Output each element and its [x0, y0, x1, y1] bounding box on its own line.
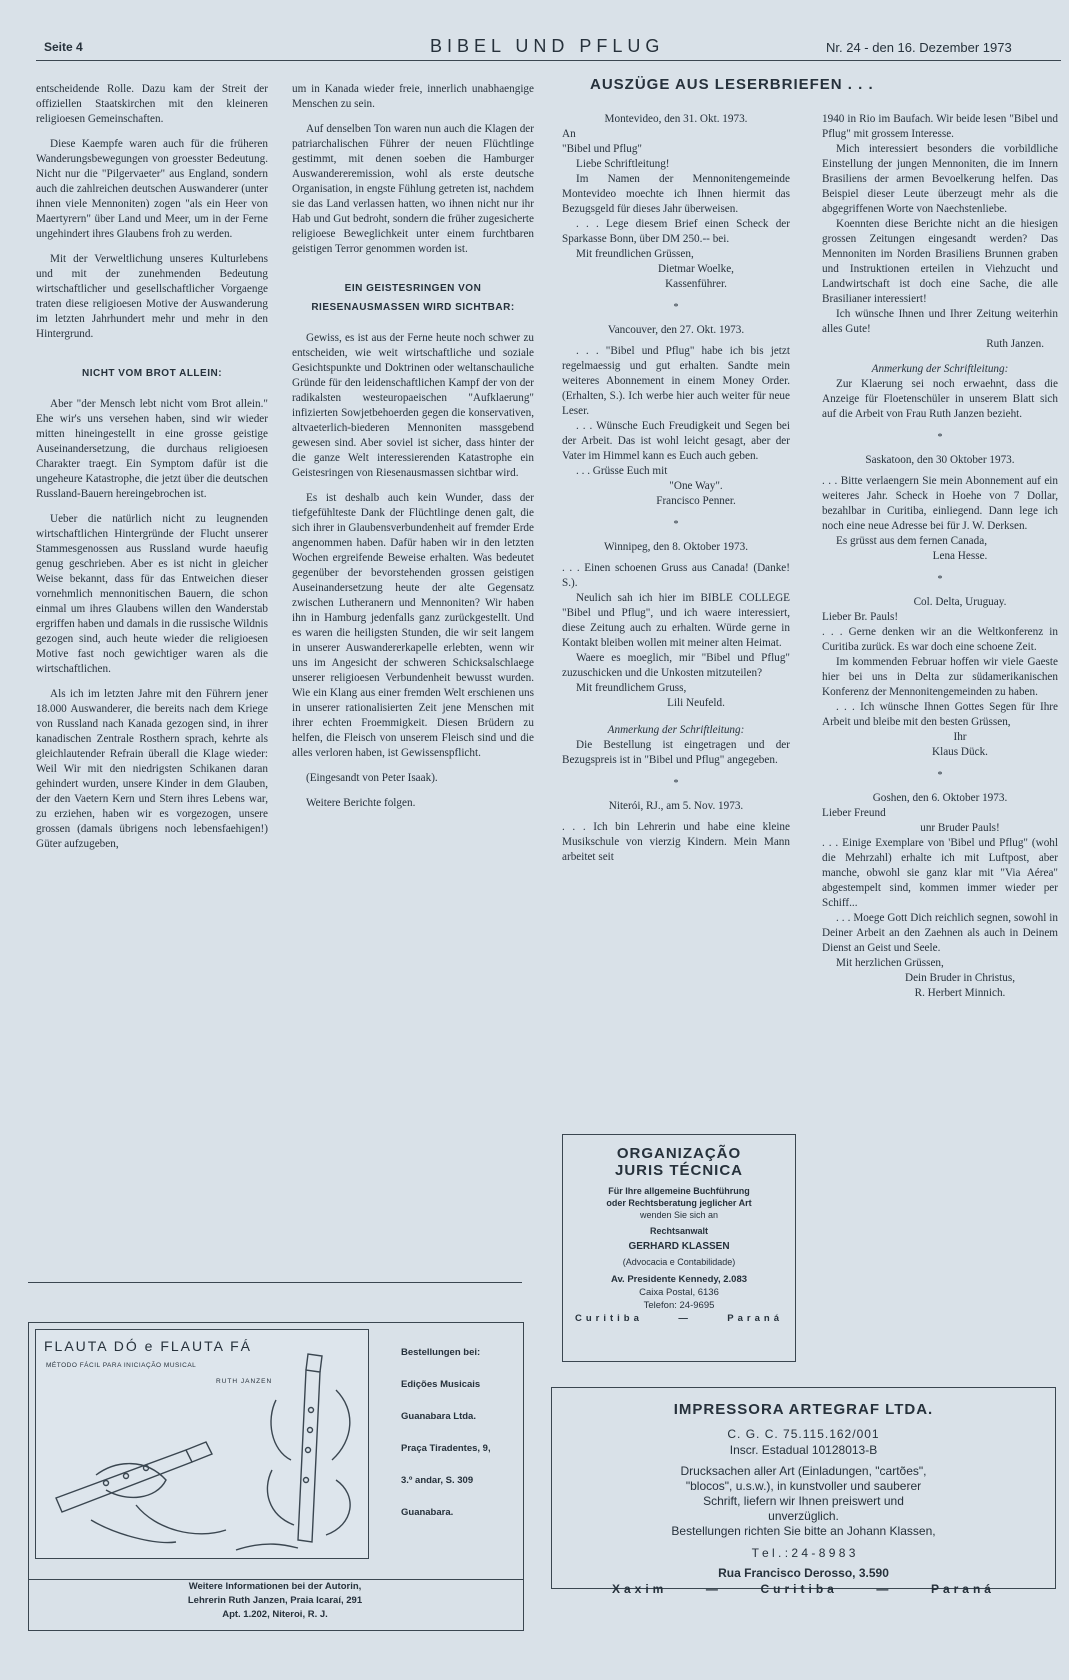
letter-signature: Ruth Janzen.	[986, 338, 1044, 350]
ad-address: Av. Presidente Kennedy, 2.083	[610, 1274, 748, 1285]
letter	[822, 595, 1058, 760]
ad-name: GERHARD KLASSEN	[628, 1241, 730, 1252]
letter-body: . . . Einige Exemplare von 'Bibel und Pflug" (wohl die Mehrzahl) erhalte ich mit Luftpost, aber manche, obwohl sie ganz klar mit "Via Aérea" abgestempelt sind, kommen immer wieder per Schiff...	[822, 837, 1058, 909]
ad-title: JURIS TÉCNICA	[614, 1162, 743, 1179]
ad-text: Für Ihre allgemeine Buchführung	[608, 1186, 750, 1196]
letter-signature: Ihr	[953, 731, 967, 743]
letter-address: An	[562, 128, 576, 140]
ad-juris-tecnica	[562, 1134, 796, 1362]
letter-continued	[822, 112, 1058, 352]
letter-signature: "One Way".	[669, 480, 723, 492]
separator-star: *	[673, 302, 679, 313]
letter-greeting: Liebe Schriftleitung!	[576, 158, 670, 170]
paragraph: Ueber die natürlich nicht zu leugnenden wirtschaftlichen Hintergründe der Flucht unserer Stammesgenossen aus Russland wurde haeufig genug geschrieben. Aber es ist nicht in gleicher Weise bekannt, dass für das Entweichen dieser vornehmlich mennonitischen Bauern, die schon einmal um ihres Glaubens willen den Wanderstab ergriffen haben und damals in die russische Wildnis gezogen sind, auch heute wieder die religioesen Motive fast noch gewichtiger waren als die wirtschaftlichen.	[36, 513, 268, 675]
paragraph: (Eingesandt von Peter Isaak).	[306, 772, 438, 784]
letter-date: Goshen, den 6. Oktober 1973.	[872, 792, 1008, 804]
ad-text: Rechtsanwalt	[649, 1226, 709, 1236]
ad-text: oder Rechtsberatung jeglicher Art	[606, 1198, 752, 1208]
separator-star: *	[937, 432, 943, 443]
ad-text: C. G. C. 75.115.162/001	[727, 1427, 880, 1441]
letter-greeting: Lieber Freund	[822, 807, 886, 819]
order-info	[401, 1337, 519, 1529]
ad-text: wenden Sie sich an	[639, 1210, 719, 1220]
order-line: Edições Musicais	[401, 1379, 481, 1390]
ad-text: Drucksachen aller Art (Einladungen, "cartões",	[680, 1464, 927, 1478]
letter-date: Vancouver, den 27. Okt. 1973.	[607, 324, 745, 336]
letters-column-1	[562, 112, 790, 873]
issue-date: Nr. 24 - den 16. Dezember 1973	[826, 40, 1012, 55]
letter-signature: Klaus Dück.	[932, 746, 988, 758]
order-line: 3.º andar, S. 309	[401, 1475, 474, 1486]
paragraph: Auf denselben Ton waren nun auch die Klagen der patriarchalischen Führer der neuen Flüchtlinge gestimmt, mit denen soeben die Hamburger Auswandereremission, wohl als erste deutsche Organisation, in engste Fühlung getreten ist, nachdem sie das Land verlassen hatten, wo ihnen nicht nur ihr Hab und Gut bedroht, sondern die früher zugesicherte religioese Beweglichkeit unter einem furchtbaren geistigen Terror genommen worden ist.	[292, 123, 534, 255]
ad-address: Caixa Postal, 6136	[639, 1287, 719, 1298]
section-rule	[28, 1282, 522, 1283]
flute-title: FLAUTA DÓ e FLAUTA FÁ	[44, 1338, 252, 1354]
letter-body: 1940 in Rio im Baufach. Wir beide lesen "Bibel und Pflug" mit grossem Interesse.	[822, 113, 1058, 140]
ad-dash: —	[678, 1313, 692, 1324]
letter-body: . . . Ich wünsche Ihnen Gottes Segen für Ihre Arbeit und bleibe mit den besten Grüssen,	[822, 701, 1058, 728]
separator-star: *	[937, 770, 943, 781]
order-line: Praça Tiradentes, 9,	[401, 1443, 491, 1454]
letter-signature: Dietmar Woelke,	[658, 263, 734, 275]
ad-flauta	[28, 1322, 524, 1580]
header-rule	[36, 60, 1061, 61]
letter	[822, 791, 1058, 1001]
editor-note-body: Die Bestellung ist eingetragen und der Bezugspreis ist in "Bibel und Pflug" angegeben.	[562, 739, 790, 766]
paragraph: um in Kanada wieder freie, innerlich unabhaengige Menschen zu sein.	[292, 83, 534, 110]
separator-star: *	[937, 574, 943, 585]
newspaper-title: BIBEL UND PFLUG	[430, 36, 665, 56]
ad-city-line	[552, 1581, 1055, 1597]
footer-line: Weitere Informationen bei der Autorin,	[188, 1581, 362, 1592]
letter-address: "Bibel und Pflug"	[562, 143, 642, 155]
order-line: Guanabara Ltda.	[401, 1411, 476, 1422]
letter-body: . . . Moege Gott Dich reichlich segnen, sowohl in Deiner Arbeit an den Zaehnen als auch in Deinem Dienst an Geist und Seele.	[822, 912, 1058, 954]
footer-line: Lehrerin Ruth Janzen, Praia Icaraí, 291	[187, 1595, 363, 1606]
ad-city: Curitiba	[760, 1582, 838, 1596]
ad-dash: —	[705, 1582, 722, 1596]
letter-signature: Kassenführer.	[665, 278, 727, 290]
paragraph: Als ich im letzten Jahre mit den Führern jener 18.000 Auswanderer, die bereits nach dem Kriege von Russland nach Kanada gezogen sind, in ihrer kanadischen Zentrale Rosthern sprach, kehrte als gleichlautender Refrain überall die Klage wieder: Weil Wir mit den niedrigsten Schikanen daran gehindert wurden, unsere Kinder in dem Glauben, der den Vaetern Kern und Stern ihres Lebens war, zu erziehen, haben wir es vorgezogen, unsere grossen (damals übrigens noch lebensfaehigen!) Güter aufzugeben,	[36, 688, 268, 850]
letter-closing: Mit freundlichem Gruss,	[576, 682, 687, 694]
letter-body: . . . Lege diesem Brief einen Scheck der Sparkasse Bonn, über DM 250.-- bei.	[562, 218, 790, 245]
letter-closing: Mit freundlichen Grüssen,	[576, 248, 694, 260]
letter-body: Es grüsst aus dem fernen Canada,	[836, 535, 987, 547]
letter	[562, 323, 790, 509]
order-line: Guanabara.	[401, 1507, 454, 1518]
section-heading: EIN GEISTESRINGEN VON RIESENAUSMASSEN WIRD SICHTBAR:	[311, 283, 515, 313]
ad-state: Paraná	[727, 1313, 783, 1324]
letter	[562, 799, 790, 865]
ad-address: Rua Francisco Derosso, 3.590	[718, 1566, 889, 1580]
flute-drawing-icon	[36, 1330, 368, 1558]
letter-body: Im kommenden Februar hoffen wir viele Gaeste hier bei uns in Delta zur südamerikanischen Konferenz der Mennonitengemeinden zu haben.	[822, 656, 1058, 698]
letter-signature: Lili Neufeld.	[667, 697, 725, 709]
ad-phone: Telefon: 24-9695	[643, 1300, 715, 1311]
letter-body: Mich interessiert besonders die vorbildliche Einstellung der jungen Mennoniten, die im Innern Brasiliens der armen Bevoelkerung helfen. Das Beispiel dieser Leute überzeugt mehr als die abgegriffenen Worte von Naechstenliebe.	[822, 143, 1058, 215]
flute-illustration-frame	[35, 1329, 369, 1559]
paragraph: Diese Kaempfe waren auch für die früheren Wanderungsbewegungen von groesster Bedeutung. Nicht nur die "Pilgervaeter" aus England, sondern auch die zahlreichen deutschen Auswanderer (unter ihnen viele Mennoniten) zogen "als ein Heer von Maertyrern" über Land und Meer, um in der Ferne ungehindert ihres Glaubens froh zu werden.	[36, 138, 268, 240]
editor-note	[822, 362, 1058, 422]
ad-text: Bestellungen richten Sie bitte an Johann Klassen,	[671, 1524, 936, 1538]
letters-heading: AUSZÜGE AUS LESERBRIEFEN . . .	[590, 76, 874, 93]
letter-closing: Mit herzlichen Grüssen,	[836, 957, 944, 969]
order-label: Bestellungen bei:	[401, 1347, 481, 1358]
letter-body: . . . Wünsche Euch Freudigkeit und Segen bei der Arbeit. Das ist wohl leicht gesagt, aber der Vater im Himmel kann es Euch auch geben.	[562, 420, 790, 462]
ad-city-line	[563, 1312, 795, 1326]
ad-text: Schrift, liefern wir Ihnen preiswert und	[703, 1494, 904, 1508]
editor-note-title: Anmerkung der Schriftleitung:	[607, 724, 745, 736]
section-heading: NICHT VOM BROT ALLEIN:	[81, 368, 223, 379]
letter-signature: Francisco Penner.	[656, 495, 736, 507]
letter-body: Im Namen der Mennonitengemeinde Montevideo moechte ich Ihnen hiermit das Bezugsgeld für dieses Jahr überweisen.	[562, 173, 790, 215]
letter-date: Montevideo, den 31. Okt. 1973.	[604, 113, 748, 125]
paragraph: Mit der Verweltlichung unseres Kulturlebens und mit der zunehmenden Bedeutung wirtschaftlicher und gesellschaftlicher Vorgaenge traten diese religioesen Motive der Auswanderung im letzten Jahrhundert mehr und mehr in den Hintergrund.	[36, 253, 268, 340]
ad-artegraf	[551, 1387, 1056, 1596]
letter-date: Winnipeg, den 8. Oktober 1973.	[603, 541, 749, 553]
paragraph: entscheidende Rolle. Dazu kam der Streit der offiziellen Staatskirchen mit den kleineren religioesen Gemeinschaften.	[36, 83, 268, 125]
letter-body: . . . "Bibel und Pflug" habe ich bis jetzt regelmaessig und gut erhalten. Sandte mein weiteres Abonnement in einem Money Order. (Erhalten, S.). Ich werbe hier auch weiter für neue Leser.	[562, 345, 790, 417]
editor-note	[562, 723, 790, 768]
letter-greeting: unr Bruder Pauls!	[920, 822, 1000, 834]
separator-star: *	[673, 778, 679, 789]
letter-date: Niterói, RJ., am 5. Nov. 1973.	[608, 800, 744, 812]
ad-title: ORGANIZAÇÃO	[616, 1145, 742, 1162]
ad-text: unverzüglich.	[768, 1509, 839, 1523]
letter-signature: Dein Bruder in Christus,	[904, 972, 1015, 984]
letter-signature: R. Herbert Minnich.	[914, 987, 1006, 999]
letter-body: Neulich sah ich hier im BIBLE COLLEGE "Bibel und Pflug", und ich waere interessiert, diese Zeitung auch zu erhalten. Würde gerne in Kontakt bleiben wollen mit meiner alten Heimat.	[562, 592, 790, 649]
flute-author: RUTH JANZEN	[216, 1378, 273, 1385]
ad-city: Curitiba	[575, 1313, 643, 1324]
letter-date: Saskatoon, den 30 Oktober 1973.	[865, 454, 1015, 466]
ad-text: (Advocacia e Contabilidade)	[622, 1257, 736, 1267]
paragraph: Gewiss, es ist aus der Ferne heute noch schwer zu entscheiden, wie weit wirtschaftliche und soziale Gesichtspunkte und Doktrinen oder weltanschauliche Gründe für den leidenschaftlichen Kampf der von der radikalsten westeuropaeischen "Aufklaerung" infizierten Sowjetbehoerden gegen die konservativen, altvaeterlich-biederen Mennoniten massgebend gewesen sind. Aber soviel ist sicher, dass hinter der die ganze Welt interessierenden Katastrophe ein Geistesringen von Riesenausmassen sichtbar wird.	[292, 332, 534, 479]
letter-body: Ich wünsche Ihnen und Ihrer Zeitung weiterhin alles Gute!	[822, 308, 1058, 335]
ad-text: "blocos", u.s.w.), in kunstvoller und sauberer	[685, 1479, 922, 1493]
ad-phone: T e l . : 2 4 - 8 9 8 3	[751, 1546, 856, 1560]
flute-subtitle: MÉTODO FÁCIL PARA INICIAÇÃO MUSICAL	[46, 1362, 197, 1369]
editor-note-body: Zur Klaerung sei noch erwaehnt, dass die Anzeige für Floetenschüler in unserem Blatt sich auf die Arbeit von Frau Ruth Janzen bezieht.	[822, 378, 1058, 420]
letter-body: Koennten diese Berichte nicht an die hiesigen grossen Zeitungen eingesandt werden? Das Mennoniten im Norden Brasiliens Brunnen graben und Instruktionen erteilen in Viehzucht und Landwirtschaft ist doch eine Sache, die alle Brasilianer interessiert!	[822, 218, 1058, 305]
letter-body: . . . Einen schoenen Gruss aus Canada! (Danke! S.).	[562, 562, 790, 589]
ad-title: IMPRESSORA ARTEGRAF LTDA.	[673, 1401, 934, 1418]
letter-body: . . . Gerne denken wir an die Weltkonferenz in Curitiba zurück. Es war doch eine schoene Zeit.	[822, 626, 1058, 653]
paragraph: Weitere Berichte folgen.	[306, 797, 416, 809]
letter	[562, 112, 790, 292]
letter-date: Col. Delta, Uruguay.	[913, 596, 1007, 608]
flute-footer	[28, 1580, 522, 1622]
ad-city: Xaxim	[612, 1582, 668, 1596]
ad-state: Paraná	[930, 1582, 995, 1596]
footer-line: Apt. 1.202, Niteroi, R. J.	[222, 1609, 328, 1620]
paragraph: Es ist deshalb auch kein Wunder, dass der tiefgefühlteste Dank der Flüchtlinge denen galt, die sich ihrer in Glaubensverbundenheit auf fremder Erde angenommen haben. Dafür haben wir in den letzten Wochen ergreifende Beweise erhalten. Was bedeutet gegenüber der bevorstehenden grossen geistigen Auseinandersetzung heute der alte Gegensatz zwischen Lutheranern und Mennoniten? Wir haben ihn in Hamburg jedenfalls ganz zurückgestellt. Und es waren die heiligsten Stunden, die wir seit langem in unserer Auswandererkapelle erlebten, wenn wir uns im Angesicht der schweren Schicksalschlaege unserer religioesen Verbundenheit bewusst wurden. Wie ein Klang aus einer fremden Welt erschienen uns in unserer rationalisierten Zeit jene Menschen mit ihrer echten Froemmigkeit. Diesen Brüdern zu helfen, die Fleisch von unserem Fleisch sind und die alles verloren haben, ist Gewissenspflicht.	[292, 492, 534, 759]
separator-star: *	[673, 519, 679, 530]
paragraph: Aber "der Mensch lebt nicht vom Brot allein." Ehe wir's uns versehen haben, sind wir wieder mitten hineingestellt in eine grosse geistige Auseinandersetzung, die durchaus religioesen Charakter traegt. Ein Symptom dafür ist die ungeheure Katastrophe, die jetzt über die deutschen Russland-Bauern hereingebrochen ist.	[36, 398, 268, 500]
letter-body: . . . Bitte verlaengern Sie mein Abonnement auf ein weiteres Jahr. Scheck in Hoehe von 7 Dollar, bezahlbar in Curitiba, einliegend. Dann lege ich noch eine neue Adresse bei für J. W. Derksen.	[822, 475, 1058, 532]
letters-column-2	[822, 112, 1058, 1009]
letter-greeting: Lieber Br. Pauls!	[822, 611, 899, 623]
letter	[562, 540, 790, 711]
editor-note-title: Anmerkung der Schriftleitung:	[871, 363, 1009, 375]
letter	[822, 453, 1058, 564]
article-column-1	[36, 82, 268, 862]
ad-dash: —	[876, 1582, 893, 1596]
page-number: Seite 4	[44, 40, 83, 54]
letter-body: . . . Ich bin Lehrerin und habe eine kleine Musikschule von vierzig Kindern. Mein Mann arbeitet seit	[562, 821, 790, 863]
article-column-2	[292, 82, 534, 821]
letter-body: Waere es moeglich, mir "Bibel und Pflug" zuzuschicken und die Unkosten mitzuteilen?	[562, 652, 790, 679]
letter-closing: . . . Grüsse Euch mit	[576, 465, 668, 477]
ad-text: Inscr. Estadual 10128013-B	[729, 1443, 878, 1457]
letter-signature: Lena Hesse.	[932, 550, 988, 562]
